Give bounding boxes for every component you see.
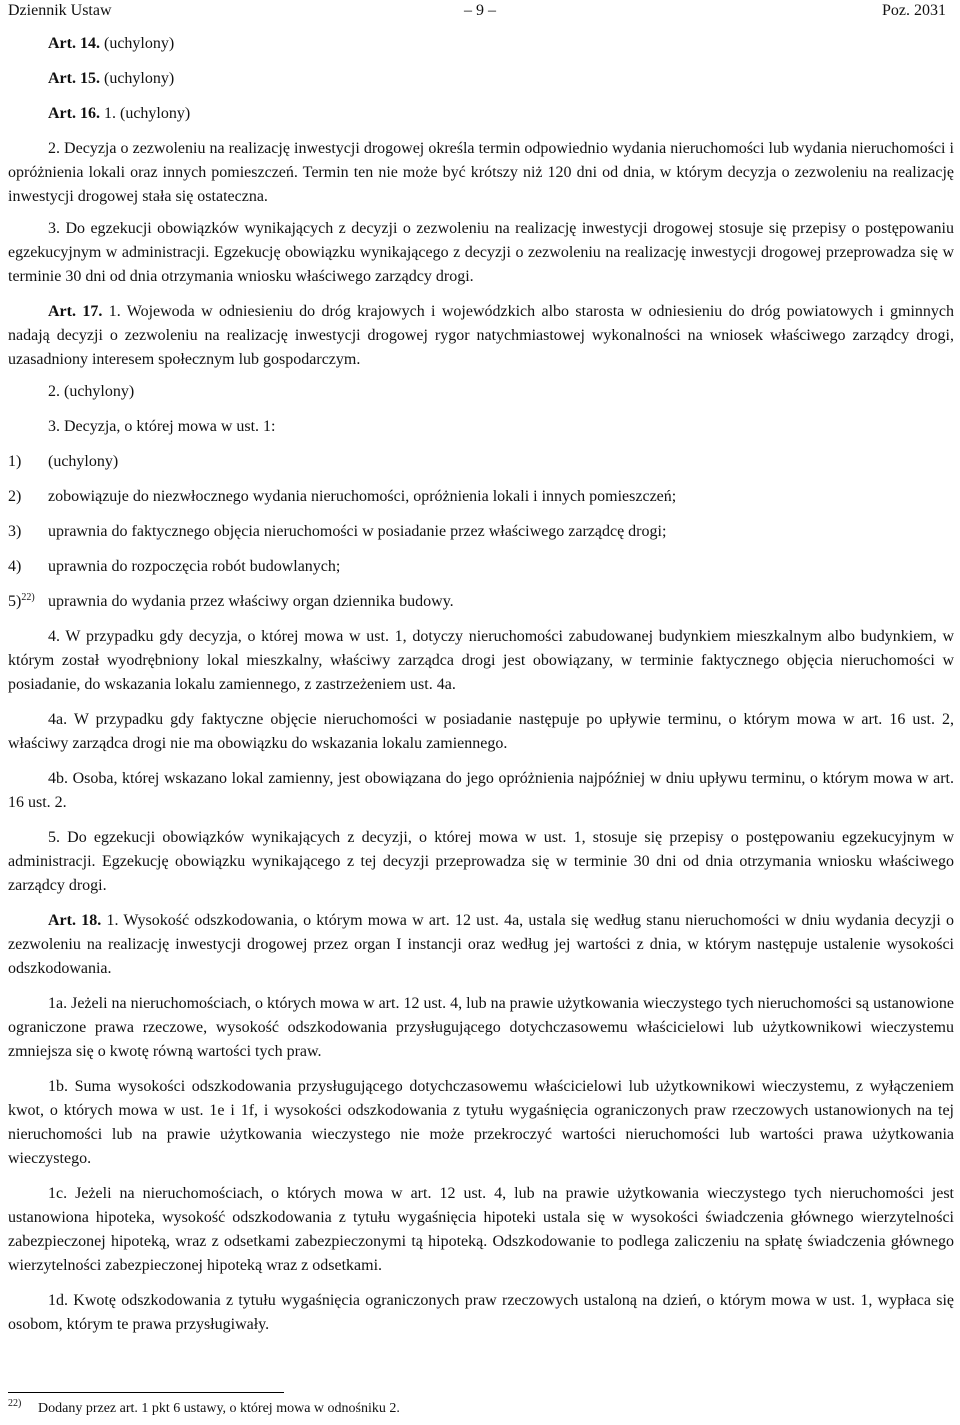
paragraph: 1c. Jeżeli na nieruchomościach, o których mowa w art. 12 ust. 4, lub na prawie użytkowania wieczystego tych nieruchomości jest ustanowiona hipoteka, wysokość odszkodowania z tytułu wygaśnięcia hipoteki ustala się w wysokości świadczenia głównego wierzytelności zabezpieczonej hipoteką, wraz z odsetkami zabezpieczonymi tą hipoteką. Odszkodowanie to podlega zaliczeniu na spłatę świadczenia głównego wierzytelności zabezpieczonej hipoteką wraz z odsetkami. [8, 1185, 954, 1274]
page-number: – 9 – [464, 2, 496, 19]
paragraph: 2. Decyzja o zezwoleniu na realizację inwestycji drogowej określa termin odpowiednio wydania nieruchomości lub wydania nieruchomości i opróżnienia lokali oraz innych pomieszczeń. Termin ten nie może być krótszy niż 120 dni od dnia, w którym decyzja o zezwoleniu na realizację inwestycji drogowej stała się ostateczna. [8, 140, 954, 205]
footnote-divider [8, 1392, 284, 1393]
footnote [8, 1400, 954, 1418]
position-number: Poz. 2031 [882, 2, 946, 19]
journal-title: Dziennik Ustaw [8, 2, 112, 19]
paragraph: 1a. Jeżeli na nieruchomościach, o których mowa w art. 12 ust. 4, lub na prawie użytkowania wieczystego tych nieruchomości są ustanowione ograniczone prawa rzeczowe, wysokość odszkodowania przysługującego dotychczasowemu właścicielowi lub użytkownikowi wieczystemu zmniejsza się o kwotę równą wartości tych praw. [8, 995, 954, 1060]
article-15: Art. 15. (uchylony) [48, 70, 175, 87]
list-item: 4) uprawnia do rozpoczęcia robót budowlanych; [8, 558, 341, 575]
list-item: 1) (uchylony) [8, 453, 119, 470]
article-14: Art. 14. (uchylony) [48, 35, 175, 52]
article-17: Art. 17. 1. Wojewoda w odniesieniu do dróg krajowych i wojewódzkich albo starosta w odniesieniu do dróg powiatowych i gminnych nadają decyzji o zezwoleniu na realizację inwestycji drogowej rygor natychmiastowej wykonalności na wniosek właściwego zarządcy drogi, uzasadniony interesem społecznym lub gospodarczym. [8, 303, 955, 368]
paragraph: 1b. Suma wysokości odszkodowania przysługującego dotychczasowemu właścicielowi lub użytkownikowi wieczystemu, z wyłączeniem kwot, o których mowa w ust. 1e i 1f, i wysokości odszkodowania z tytułu wygaśnięcia ograniczonych praw rzeczowych ustanowionych na tej nieruchomości lub na prawie użytkowania wieczystego nie może przekroczyć wartości nieruchomości lub wartości prawa użytkowania wieczystego. [8, 1078, 954, 1167]
list-item: 2) zobowiązuje do niezwłocznego wydania nieruchomości, opróżnienia lokali i innych pomieszczeń; [8, 488, 677, 505]
article-label: Art. 15. [48, 70, 100, 87]
article-label: Art. 18. [48, 912, 102, 929]
article-label: Art. 17. [48, 303, 103, 320]
footnote-text: Dodany przez art. 1 pkt 6 ustawy, o której mowa w odnośniku 2. [38, 1401, 400, 1416]
article-label: Art. 16. [48, 105, 100, 122]
list-item: 3) uprawnia do faktycznego objęcia nieruchomości w posiadanie przez właściwego zarządcę drogi; [8, 523, 667, 540]
article-18: Art. 18. 1. Wysokość odszkodowania, o którym mowa w art. 12 ust. 4a, ustala się według stanu nieruchomości w dniu wydania decyzji o zezwoleniu na realizację inwestycji drogowej przez organ I instancji oraz według jej wartości z dnia, w którym następuje ustalenie wysokości odszkodowania. [8, 912, 954, 977]
article-label: Art. 14. [48, 35, 100, 52]
paragraph: 1d. Kwotę odszkodowania z tytułu wygaśnięcia ograniczonych praw rzeczowych ustaloną na dzień, o którym mowa w ust. 1, wypłaca się osobom, którym te prawa przysługiwały. [8, 1292, 954, 1333]
paragraph: 5. Do egzekucji obowiązków wynikających z decyzji, o której mowa w ust. 1, stosuje się przepisy o postępowaniu egzekucyjnym w administracji. Egzekucję obowiązku wynikającego z tej decyzji przeprowadza się w terminie 30 dni od dnia otrzymania wniosku właściwego zarządcy drogi. [8, 829, 954, 894]
article-16: Art. 16. 1. (uchylony) [48, 105, 191, 122]
paragraph: 3. Decyzja, o której mowa w ust. 1: [48, 418, 276, 435]
paragraph: 2. (uchylony) [48, 383, 135, 400]
document-body [8, 32, 954, 1337]
paragraph: 4a. W przypadku gdy faktyczne objęcie nieruchomości w posiadanie następuje po upływie terminu, o którym mowa w art. 16 ust. 2, właściwy zarządca drogi nie ma obowiązku do wskazania lokalu zamiennego. [8, 711, 954, 752]
footnote-number: 22) [8, 1398, 22, 1409]
paragraph: 4b. Osoba, której wskazano lokal zamienny, jest obowiązana do jego opróżnienia najpóźniej w dniu upływu terminu, o którym mowa w art. 16 ust. 2. [8, 770, 954, 811]
page-header [8, 0, 952, 22]
footnote-ref: 22) [21, 592, 35, 603]
list-item: 5)$^{22)}$ uprawnia do wydania przez właściwy organ dziennika budowy. [8, 592, 454, 610]
paragraph: 4. W przypadku gdy decyzja, o której mowa w ust. 1, dotyczy nieruchomości zabudowanej budynkiem mieszkalnym albo budynkiem, w którym został wyodrębniony lokal mieszkalny, właściwy zarządca drogi jest obowiązany, w terminie faktycznego objęcia nieruchomości w posiadanie, do wskazania lokalu zamiennego, z zastrzeżeniem ust. 4a. [8, 628, 954, 693]
paragraph: 3. Do egzekucji obowiązków wynikających z decyzji o zezwoleniu na realizację inwestycji drogowej stosuje się przepisy o postępowaniu egzekucyjnym w administracji. Egzekucję obowiązku wynikającego z decyzji o zezwoleniu na realizację inwestycji drogowej przeprowadza się w terminie 30 dni od dnia otrzymania wniosku właściwego zarządcy drogi. [8, 220, 954, 285]
